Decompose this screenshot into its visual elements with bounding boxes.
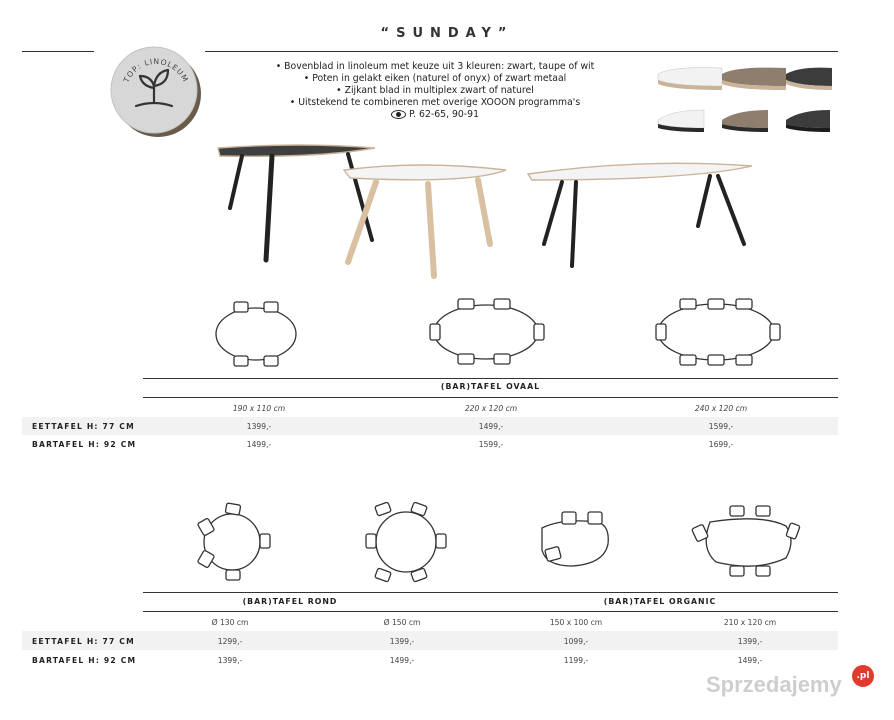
plan-round-150 [366,502,446,582]
header-rule-left [22,51,94,52]
oval-price-bartafel-220: 1599,- [478,440,504,449]
swatch-white-bottom [658,110,704,132]
watermark-badge: .pl [852,665,874,687]
eye-icon [391,110,406,119]
plan-organic-150 [542,512,608,566]
organic-price-eettafel-150: 1099,- [563,637,589,646]
round-price-bartafel-130: 1399,- [217,656,243,665]
swatch-white-top [658,68,722,90]
oval-row-label-bartafel: BARTAFEL H: 92 CM [32,440,137,449]
oval-size-220: 220 x 120 cm [464,404,518,413]
round-table-top-rule [143,592,838,593]
oval-table-header-rule [143,397,838,398]
round-row-label-eettafel: EETTAFEL H: 77 CM [32,637,135,646]
oval-table-header: (BAR)TAFEL OVAAL [440,382,541,391]
round-organic-plan-drawings [190,500,810,584]
feature-item: • Zijkant blad in multiplex zwart of naturel [336,85,534,96]
plan-oval-190 [216,302,296,366]
oval-row-label-eettafel: EETTAFEL H: 77 CM [32,422,135,431]
page-reference [230,109,640,121]
plan-organic-210 [692,506,800,576]
feature-item: • Uitstekend te combineren met overige XOOON programma's [289,97,581,108]
organic-price-eettafel-210: 1399,- [737,637,763,646]
table-photo-black [218,145,375,260]
round-size-130: Ø 130 cm [211,618,249,627]
page-title: “SUNDAY” [380,26,514,41]
page-reference-text: P. 62-65, 90-91 [408,109,479,120]
header-rule-right [205,51,838,52]
round-price-eettafel-130: 1299,- [217,637,243,646]
table-photos [210,140,770,280]
organic-table-header: (BAR)TAFEL ORGANIC [603,597,717,606]
round-table-header-rule [143,611,838,612]
round-price-eettafel-150: 1399,- [389,637,415,646]
watermark: Sprzedajemy [706,672,842,697]
plan-oval-240 [656,299,780,365]
swatch-taupe-top [722,68,786,90]
plan-round-130 [197,503,270,580]
oval-price-eettafel-220: 1499,- [478,422,504,431]
round-price-bartafel-150: 1499,- [389,656,415,665]
feature-list [230,61,640,121]
organic-size-210: 210 x 120 cm [723,618,777,627]
organic-size-150: 150 x 100 cm [549,618,603,627]
swatch-black-bottom [786,110,830,132]
oval-size-190: 190 x 110 cm [232,404,286,413]
feature-item: • Poten in gelakt eiken (naturel of onyx) of zwart metaal [303,73,567,84]
oval-price-eettafel-240: 1599,- [708,422,734,431]
feature-item: • Bovenblad in linoleum met keuze uit 3 kleuren: zwart, taupe of wit [275,61,595,72]
swatch-taupe-bottom [722,110,768,132]
round-size-150: Ø 150 cm [383,618,421,627]
color-swatches [652,64,842,138]
round-table-header: (BAR)TAFEL ROND [242,597,338,606]
plan-oval-220 [430,299,544,364]
oval-plan-drawings [190,296,800,372]
oval-size-240: 240 x 120 cm [694,404,748,413]
linoleum-badge [106,42,204,140]
oval-price-bartafel-240: 1699,- [708,440,734,449]
round-row-label-bartafel: BARTAFEL H: 92 CM [32,656,137,665]
oval-price-eettafel-190: 1399,- [246,422,272,431]
swatch-black-top [786,68,832,90]
oval-table-top-rule [143,378,838,379]
organic-price-bartafel-150: 1199,- [563,656,589,665]
oval-price-bartafel-190: 1499,- [246,440,272,449]
organic-price-bartafel-210: 1499,- [737,656,763,665]
badge-label: TOP: LINOLEUM [121,56,191,84]
table-photo-white-black [528,163,752,266]
